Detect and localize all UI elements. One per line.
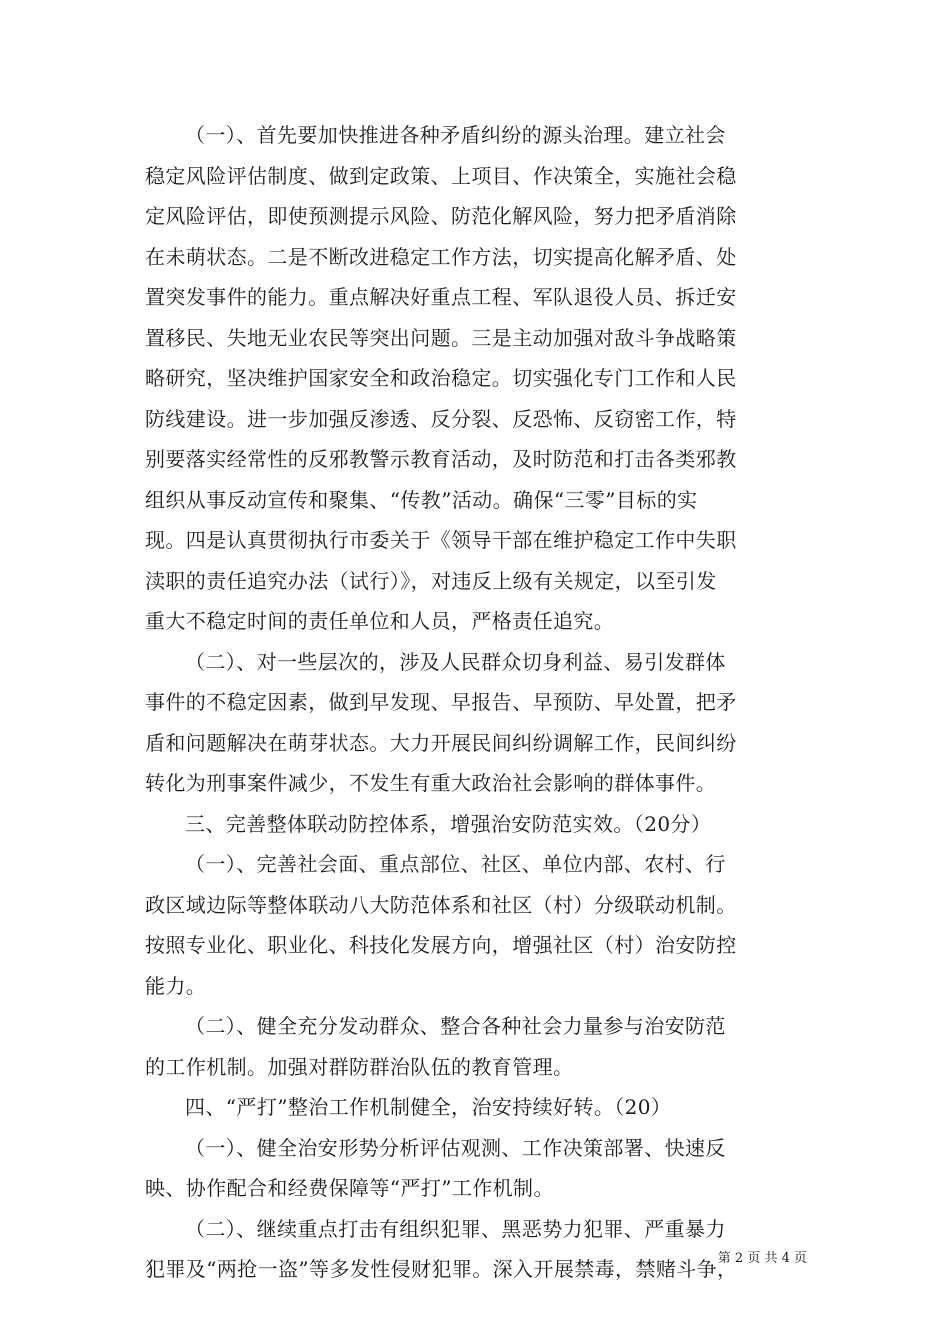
page-number-footer: 第 2 页 共 4 页	[717, 1251, 807, 1266]
paragraph-1: （一）、首先要加快推进各种矛盾纠纷的源头治理。建立社会 稳定风险评估制度、做到定政策、上项目、作决策全，实施社会稳 定风险评估，即使预测提示风险、防范化解风险，努力把矛盾消除 在未萌状态。二是不断改进稳定工作方法，切实提高化解矛盾、处 置突发事件的能力。重点解决好重点工程、军队退役人员、拆迁安 置移民、失地无业农民等突出问题。三是主动加强对敌斗争战略策 略研究，坚决维护国家安全和政治稳定。切实强化专门工作和人民 防线建设。进一步加强反渗透、反分裂、反恐怖、反窃密工作，特 别要落实经常性的反邪教警示教育活动，及时防范和打击各类邪教 组织从事反动宣传和聚集、“传教”活动。确保“三零”目标的实 现。四是认真贯彻执行市委关于《领导干部在维护稳定工作中失职 渎职的责任追究办法（试行）》，对违反上级有关规定，以至引发 重大不稳定时间的责任单位和人员，严格责任追究。	[145, 123, 737, 633]
paragraph-5: （一）、健全治安形势分析评估观测、工作决策部署、快速反 映、协作配合和经费保障等“严打”工作机制。	[145, 1135, 726, 1200]
section-heading-3: 三、完善整体联动防控体系，增强治安防范实效。（20分）	[185, 811, 712, 836]
paragraph-6: （二）、继续重点打击有组织犯罪、黑恶势力犯罪、严重暴力 犯罪及“两抢一盗”等多发性侵财犯罪。深入开展禁毒，禁赌斗争，	[145, 1216, 738, 1281]
paragraph-3: （一）、完善社会面、重点部位、社区、单位内部、农村、行 政区域边际等整体联动八大防范体系和社区（村）分级联动机制。 按照专业化、职业化、科技化发展方向，增强社区（村）治安防控 能力。	[145, 852, 737, 998]
paragraph-4: （二）、健全充分发动群众、整合各种社会力量参与治安防范 的工作机制。加强对群防群治队伍的教育管理。	[145, 1014, 726, 1079]
section-heading-4: 四、“严打”整治工作机制健全，治安持续好转。（20）	[185, 1095, 672, 1119]
document-body	[145, 115, 817, 1290]
paragraph-2: （二）、对一些层次的，涉及人民群众切身利益、易引发群体 事件的不稳定因素，做到早发现、早报告、早预防、早处置，把矛 盾和问题解决在萌芽状态。大力开展民间纠纷调解工作，民间纠纷 转化为刑事案件减少，不发生有重大政治社会影响的群体事件。	[145, 649, 737, 795]
